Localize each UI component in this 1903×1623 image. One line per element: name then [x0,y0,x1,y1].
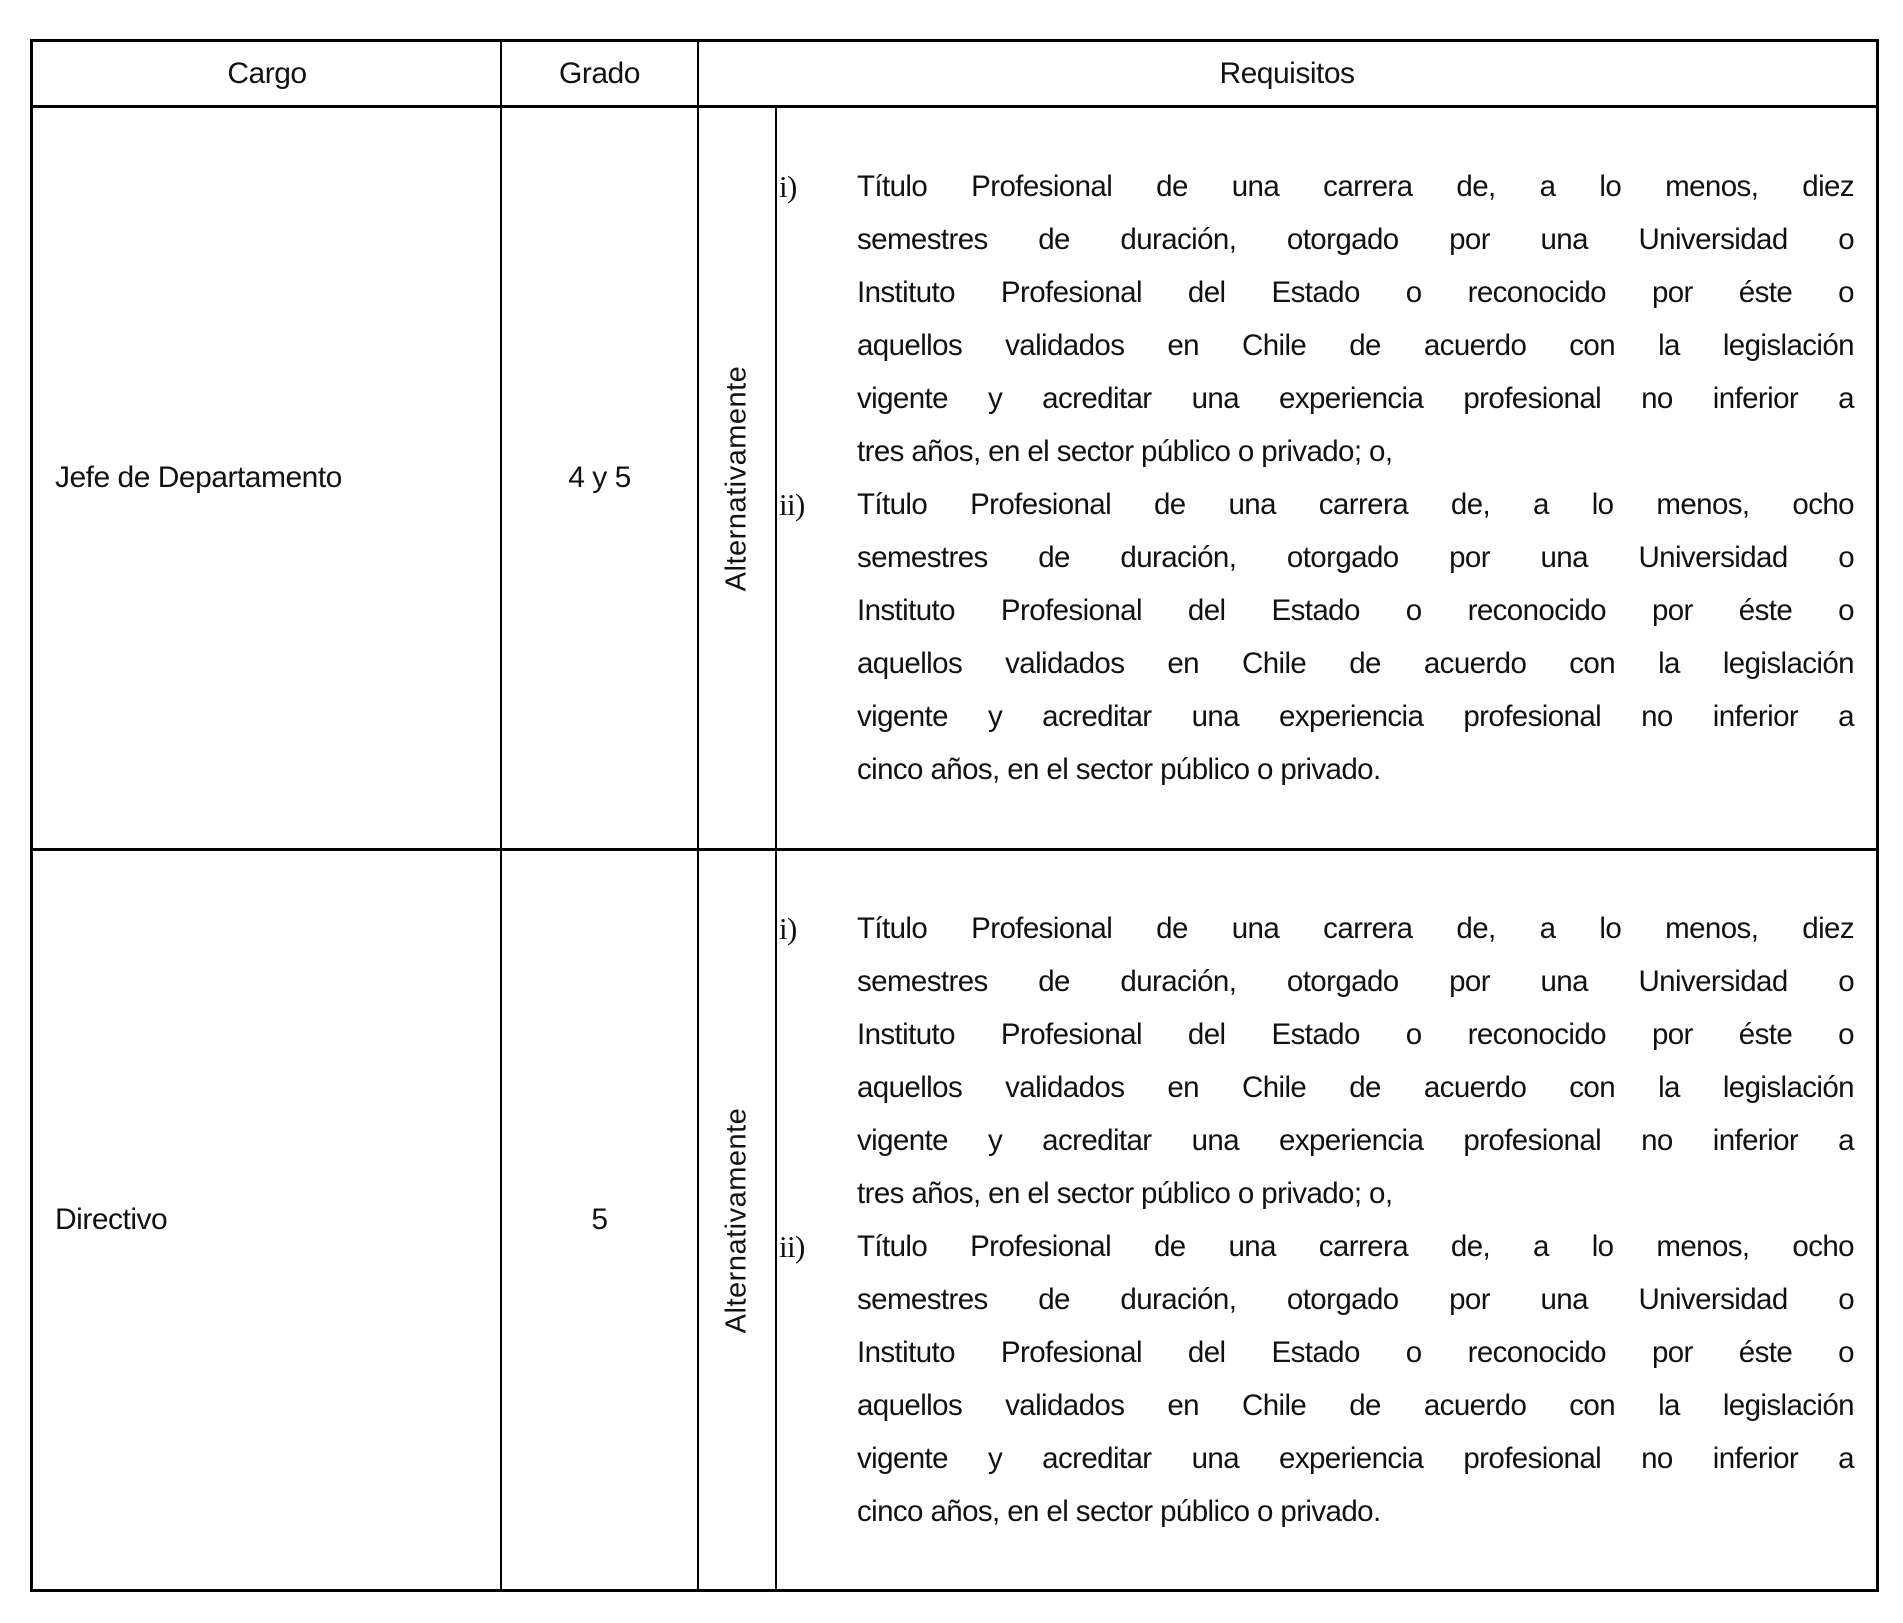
requirement-line: tres años, en el sector público o privado; o, [857,435,1393,468]
requirement-line: Título Profesional de una carrera de, a lo menos, ocho [857,1230,1854,1263]
row-modifier [699,108,775,848]
requirement-line: Instituto Profesional del Estado o reconocido por éste o [857,1336,1854,1369]
requirement-line: cinco años, en el sector público o privado. [857,1495,1381,1528]
requirement-line: aquellos validados en Chile de acuerdo con la legislación [857,647,1854,680]
requirement-line: vigente y acreditar una experiencia profesional no inferior a [857,700,1854,733]
requirement-item [779,902,1854,1220]
requirement-line: vigente y acreditar una experiencia profesional no inferior a [857,382,1854,415]
requirement-line: vigente y acreditar una experiencia profesional no inferior a [857,1442,1854,1475]
requirement-line: semestres de duración, otorgado por una Universidad o [857,223,1854,256]
header-grado: Grado [559,57,640,90]
requirement-item [779,1220,1854,1538]
item-number: ii) [779,1229,805,1264]
requirements-table [30,39,1879,1592]
row-requisitos [779,851,1854,1589]
requirement-line: Instituto Profesional del Estado o reconocido por éste o [857,594,1854,627]
requirement-line: aquellos validados en Chile de acuerdo con la legislación [857,329,1854,362]
requirement-line: vigente y acreditar una experiencia profesional no inferior a [857,1124,1854,1157]
requirement-line: Instituto Profesional del Estado o reconocido por éste o [857,276,1854,309]
requirement-line: semestres de duración, otorgado por una Universidad o [857,965,1854,998]
requirement-line: Título Profesional de una carrera de, a lo menos, ocho [857,488,1854,521]
row-grado: 5 [591,1203,608,1236]
requirement-line: semestres de duración, otorgado por una Universidad o [857,541,1854,574]
item-number: ii) [779,487,805,522]
header-cargo: Cargo [227,57,307,90]
requirement-line: semestres de duración, otorgado por una Universidad o [857,1283,1854,1316]
item-number: i) [779,169,797,204]
modifier-text: Alternativamente [720,1107,753,1333]
row-cargo: Jefe de Departamento [55,461,342,494]
modifier-text: Alternativamente [720,365,753,591]
row-grado: 4 y 5 [568,461,631,494]
requirement-item [779,478,1854,796]
row-requisitos [779,108,1854,848]
requirement-line: Instituto Profesional del Estado o reconocido por éste o [857,1018,1854,1051]
requirement-line: aquellos validados en Chile de acuerdo con la legislación [857,1389,1854,1422]
requirement-line: tres años, en el sector público o privado; o, [857,1177,1393,1210]
requirement-line: Título Profesional de una carrera de, a lo menos, diez [857,912,1854,945]
header-requisitos: Requisitos [1219,57,1355,90]
requirement-line: Título Profesional de una carrera de, a lo menos, diez [857,170,1854,203]
requirement-item [779,160,1854,478]
requirement-line: aquellos validados en Chile de acuerdo con la legislación [857,1071,1854,1104]
requirement-line: cinco años, en el sector público o privado. [857,753,1381,786]
item-number: i) [779,911,797,946]
column-divider [775,106,777,1589]
row-cargo: Directivo [55,1203,168,1236]
row-modifier [699,851,775,1589]
